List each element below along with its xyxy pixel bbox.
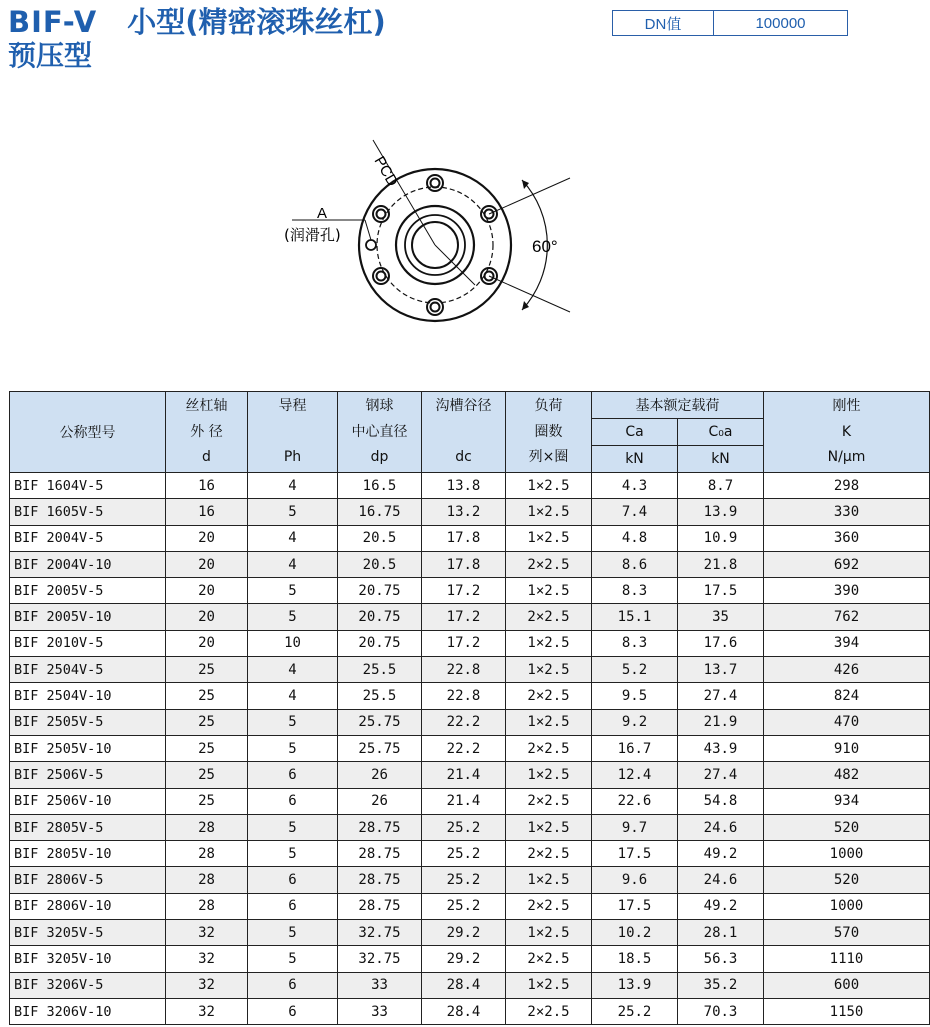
cell-model: BIF 2805V-5 xyxy=(10,814,166,840)
table-cell: 1000 xyxy=(764,893,930,919)
table-cell: 35 xyxy=(678,604,764,630)
table-cell: 24.6 xyxy=(678,867,764,893)
table-cell: 21.9 xyxy=(678,709,764,735)
table-cell: 26 xyxy=(338,788,422,814)
table-cell: 16 xyxy=(166,499,248,525)
table-cell: 35.2 xyxy=(678,972,764,998)
cell-model: BIF 3205V-5 xyxy=(10,920,166,946)
table-cell: 13.9 xyxy=(678,499,764,525)
table-cell: 25.75 xyxy=(338,735,422,761)
table-row xyxy=(10,735,930,761)
table-cell: 8.6 xyxy=(592,551,678,577)
table-cell: 5 xyxy=(248,920,338,946)
spec-table xyxy=(9,391,930,1025)
table-cell: 25 xyxy=(166,709,248,735)
table-cell: 394 xyxy=(764,630,930,656)
table-cell: 1×2.5 xyxy=(506,867,592,893)
table-cell: 8.3 xyxy=(592,630,678,656)
header-ca: Ca xyxy=(592,419,678,446)
cell-model: BIF 2806V-5 xyxy=(10,867,166,893)
table-cell: 1×2.5 xyxy=(506,709,592,735)
table-cell: 20 xyxy=(166,551,248,577)
table-cell: 70.3 xyxy=(678,998,764,1024)
table-row xyxy=(10,893,930,919)
cell-model: BIF 2506V-5 xyxy=(10,762,166,788)
table-cell: 32 xyxy=(166,920,248,946)
table-cell: 2×2.5 xyxy=(506,946,592,972)
table-cell: 298 xyxy=(764,473,930,499)
table-cell: 24.6 xyxy=(678,814,764,840)
table-row xyxy=(10,551,930,577)
table-cell: 22.2 xyxy=(422,709,506,735)
table-row xyxy=(10,841,930,867)
table-cell: 22.6 xyxy=(592,788,678,814)
cell-model: BIF 2004V-10 xyxy=(10,551,166,577)
flange-drawing xyxy=(270,130,590,330)
cell-model: BIF 2504V-10 xyxy=(10,683,166,709)
table-cell: 27.4 xyxy=(678,683,764,709)
cell-model: BIF 2805V-10 xyxy=(10,841,166,867)
table-cell: 32 xyxy=(166,946,248,972)
table-cell: 7.4 xyxy=(592,499,678,525)
table-cell: 49.2 xyxy=(678,893,764,919)
table-cell: 5 xyxy=(248,499,338,525)
table-cell: 25 xyxy=(166,735,248,761)
table-cell: 5 xyxy=(248,578,338,604)
table-cell: 25.2 xyxy=(592,998,678,1024)
table-row xyxy=(10,604,930,630)
table-cell: 20 xyxy=(166,525,248,551)
table-cell: 6 xyxy=(248,788,338,814)
table-cell: 390 xyxy=(764,578,930,604)
table-cell: 28.4 xyxy=(422,972,506,998)
cell-model: BIF 2506V-10 xyxy=(10,788,166,814)
table-cell: 20.75 xyxy=(338,604,422,630)
table-cell: 20 xyxy=(166,630,248,656)
table-cell: 17.8 xyxy=(422,525,506,551)
angle-label: 60° xyxy=(532,237,558,256)
lube-hole-label: (润滑孔) xyxy=(284,226,341,244)
header-ca-unit: kN xyxy=(592,446,678,473)
table-cell: 2×2.5 xyxy=(506,604,592,630)
table-cell: 1150 xyxy=(764,998,930,1024)
table-cell: 29.2 xyxy=(422,920,506,946)
table-row xyxy=(10,788,930,814)
table-cell: 600 xyxy=(764,972,930,998)
table-cell: 25.75 xyxy=(338,709,422,735)
table-cell: 10.2 xyxy=(592,920,678,946)
table-cell: 12.4 xyxy=(592,762,678,788)
table-cell: 28 xyxy=(166,841,248,867)
table-cell: 25 xyxy=(166,683,248,709)
table-row xyxy=(10,630,930,656)
header-c0a: C₀a xyxy=(678,419,764,446)
table-cell: 5 xyxy=(248,709,338,735)
table-row xyxy=(10,657,930,683)
table-cell: 8.7 xyxy=(678,473,764,499)
table-cell: 25.2 xyxy=(422,841,506,867)
table-cell: 4 xyxy=(248,551,338,577)
table-row xyxy=(10,683,930,709)
a-label: A xyxy=(317,205,328,222)
table-cell: 21.4 xyxy=(422,762,506,788)
table-cell: 28 xyxy=(166,867,248,893)
table-cell: 28 xyxy=(166,814,248,840)
pcd-label: PCD xyxy=(370,153,402,190)
table-cell: 2×2.5 xyxy=(506,788,592,814)
table-cell: 4.3 xyxy=(592,473,678,499)
table-cell: 25.2 xyxy=(422,814,506,840)
table-cell: 56.3 xyxy=(678,946,764,972)
table-row xyxy=(10,499,930,525)
table-header xyxy=(10,392,930,473)
table-row xyxy=(10,525,930,551)
product-name: 小型(精密滚珠丝杠) xyxy=(127,5,386,39)
table-cell: 1×2.5 xyxy=(506,657,592,683)
table-cell: 330 xyxy=(764,499,930,525)
cell-model: BIF 2505V-5 xyxy=(10,709,166,735)
table-cell: 28 xyxy=(166,893,248,919)
cell-model: BIF 3205V-10 xyxy=(10,946,166,972)
table-cell: 6 xyxy=(248,972,338,998)
table-cell: 13.9 xyxy=(592,972,678,998)
table-cell: 4 xyxy=(248,657,338,683)
table-cell: 520 xyxy=(764,867,930,893)
table-cell: 28.1 xyxy=(678,920,764,946)
header-c0a-unit: kN xyxy=(678,446,764,473)
cell-model: BIF 3206V-10 xyxy=(10,998,166,1024)
table-cell: 13.8 xyxy=(422,473,506,499)
table-cell: 9.6 xyxy=(592,867,678,893)
header-load-turns: 负荷 圈数 列×圈 xyxy=(506,392,592,473)
cell-model: BIF 2806V-10 xyxy=(10,893,166,919)
cell-model: BIF 2005V-10 xyxy=(10,604,166,630)
table-cell: 360 xyxy=(764,525,930,551)
table-cell: 16.75 xyxy=(338,499,422,525)
table-cell: 2×2.5 xyxy=(506,998,592,1024)
table-body xyxy=(10,473,930,1025)
table-cell: 1×2.5 xyxy=(506,762,592,788)
table-cell: 33 xyxy=(338,972,422,998)
table-row xyxy=(10,998,930,1024)
table-cell: 6 xyxy=(248,998,338,1024)
table-row xyxy=(10,946,930,972)
table-cell: 6 xyxy=(248,893,338,919)
table-cell: 1×2.5 xyxy=(506,814,592,840)
table-row xyxy=(10,972,930,998)
cell-model: BIF 2504V-5 xyxy=(10,657,166,683)
lube-hole xyxy=(366,240,376,250)
title-line-2: 预压型 xyxy=(8,39,93,72)
table-cell: 692 xyxy=(764,551,930,577)
table-cell: 2×2.5 xyxy=(506,893,592,919)
table-cell: 5 xyxy=(248,735,338,761)
table-cell: 20 xyxy=(166,604,248,630)
table-cell: 17.2 xyxy=(422,604,506,630)
table-cell: 10.9 xyxy=(678,525,764,551)
table-cell: 762 xyxy=(764,604,930,630)
table-cell: 5 xyxy=(248,841,338,867)
table-cell: 49.2 xyxy=(678,841,764,867)
table-row xyxy=(10,578,930,604)
table-cell: 482 xyxy=(764,762,930,788)
table-cell: 13.7 xyxy=(678,657,764,683)
table-cell: 28.75 xyxy=(338,814,422,840)
cell-model: BIF 1605V-5 xyxy=(10,499,166,525)
table-cell: 54.8 xyxy=(678,788,764,814)
table-cell: 20.75 xyxy=(338,578,422,604)
table-cell: 25.2 xyxy=(422,867,506,893)
table-cell: 17.5 xyxy=(592,841,678,867)
table-cell: 27.4 xyxy=(678,762,764,788)
dn-label: DN值 xyxy=(613,11,714,35)
table-cell: 25.5 xyxy=(338,657,422,683)
table-cell: 426 xyxy=(764,657,930,683)
table-cell: 32.75 xyxy=(338,920,422,946)
table-cell: 1×2.5 xyxy=(506,525,592,551)
table-cell: 20.75 xyxy=(338,630,422,656)
header-basic-load-rating: 基本额定载荷 xyxy=(592,392,764,419)
table-cell: 20.5 xyxy=(338,551,422,577)
table-row xyxy=(10,867,930,893)
table-cell: 5 xyxy=(248,946,338,972)
table-cell: 17.2 xyxy=(422,630,506,656)
table-cell: 22.2 xyxy=(422,735,506,761)
table-cell: 1×2.5 xyxy=(506,972,592,998)
table-row xyxy=(10,920,930,946)
table-cell: 1×2.5 xyxy=(506,473,592,499)
table-cell: 16.5 xyxy=(338,473,422,499)
table-cell: 17.6 xyxy=(678,630,764,656)
table-cell: 28.75 xyxy=(338,893,422,919)
cell-model: BIF 2005V-5 xyxy=(10,578,166,604)
table-row xyxy=(10,762,930,788)
table-cell: 520 xyxy=(764,814,930,840)
header-shaft-diameter: 丝杠轴 外 径 d xyxy=(166,392,248,473)
table-cell: 9.5 xyxy=(592,683,678,709)
table-cell: 1000 xyxy=(764,841,930,867)
table-cell: 4.8 xyxy=(592,525,678,551)
table-cell: 5 xyxy=(248,814,338,840)
table-cell: 4 xyxy=(248,473,338,499)
table-cell: 28.75 xyxy=(338,841,422,867)
cell-model: BIF 2004V-5 xyxy=(10,525,166,551)
table-cell: 1110 xyxy=(764,946,930,972)
table-cell: 22.8 xyxy=(422,657,506,683)
table-cell: 2×2.5 xyxy=(506,841,592,867)
table-cell: 17.5 xyxy=(678,578,764,604)
table-cell: 6 xyxy=(248,867,338,893)
table-cell: 6 xyxy=(248,762,338,788)
table-cell: 570 xyxy=(764,920,930,946)
title-line-1 xyxy=(8,6,386,39)
dn-value: 100000 xyxy=(755,14,806,32)
table-cell: 10 xyxy=(248,630,338,656)
cell-model: BIF 3206V-5 xyxy=(10,972,166,998)
table-row xyxy=(10,814,930,840)
table-cell: 910 xyxy=(764,735,930,761)
header-lead: 导程 Ph xyxy=(248,392,338,473)
table-cell: 17.5 xyxy=(592,893,678,919)
table-cell: 1×2.5 xyxy=(506,920,592,946)
table-cell: 21.4 xyxy=(422,788,506,814)
table-cell: 43.9 xyxy=(678,735,764,761)
table-cell: 28.75 xyxy=(338,867,422,893)
cell-model: BIF 2010V-5 xyxy=(10,630,166,656)
table-cell: 17.8 xyxy=(422,551,506,577)
table-cell: 16 xyxy=(166,473,248,499)
table-cell: 28.4 xyxy=(422,998,506,1024)
table-cell: 16.7 xyxy=(592,735,678,761)
table-cell: 33 xyxy=(338,998,422,1024)
table-cell: 9.2 xyxy=(592,709,678,735)
table-cell: 2×2.5 xyxy=(506,551,592,577)
table-cell: 15.1 xyxy=(592,604,678,630)
table-cell: 25.5 xyxy=(338,683,422,709)
cell-model: BIF 1604V-5 xyxy=(10,473,166,499)
product-code: BIF-V xyxy=(8,5,98,39)
table-cell: 25 xyxy=(166,788,248,814)
table-cell: 22.8 xyxy=(422,683,506,709)
table-cell: 5 xyxy=(248,604,338,630)
table-cell: 21.8 xyxy=(678,551,764,577)
header-ball-center-dia: 钢球 中心直径 dp xyxy=(338,392,422,473)
table-cell: 1×2.5 xyxy=(506,499,592,525)
table-cell: 26 xyxy=(338,762,422,788)
table-cell: 1×2.5 xyxy=(506,578,592,604)
table-row xyxy=(10,709,930,735)
table-cell: 20 xyxy=(166,578,248,604)
page-title xyxy=(8,6,386,72)
dn-value-box xyxy=(612,10,848,36)
table-cell: 4 xyxy=(248,683,338,709)
table-cell: 32 xyxy=(166,972,248,998)
table-cell: 8.3 xyxy=(592,578,678,604)
table-cell: 13.2 xyxy=(422,499,506,525)
table-cell: 18.5 xyxy=(592,946,678,972)
header-root-dia: 沟槽谷径 dc xyxy=(422,392,506,473)
table-cell: 5.2 xyxy=(592,657,678,683)
header-rigidity: 刚性 K N/μm xyxy=(764,392,930,473)
table-cell: 25 xyxy=(166,762,248,788)
table-cell: 9.7 xyxy=(592,814,678,840)
table-cell: 29.2 xyxy=(422,946,506,972)
table-cell: 32 xyxy=(166,998,248,1024)
table-cell: 824 xyxy=(764,683,930,709)
table-row xyxy=(10,473,930,499)
table-cell: 1×2.5 xyxy=(506,630,592,656)
table-cell: 4 xyxy=(248,525,338,551)
table-cell: 2×2.5 xyxy=(506,735,592,761)
table-cell: 32.75 xyxy=(338,946,422,972)
table-cell: 20.5 xyxy=(338,525,422,551)
table-cell: 2×2.5 xyxy=(506,683,592,709)
table-cell: 17.2 xyxy=(422,578,506,604)
table-cell: 934 xyxy=(764,788,930,814)
header-model: 公称型号 xyxy=(10,392,166,473)
table-cell: 470 xyxy=(764,709,930,735)
table-cell: 25.2 xyxy=(422,893,506,919)
cell-model: BIF 2505V-10 xyxy=(10,735,166,761)
table-cell: 25 xyxy=(166,657,248,683)
